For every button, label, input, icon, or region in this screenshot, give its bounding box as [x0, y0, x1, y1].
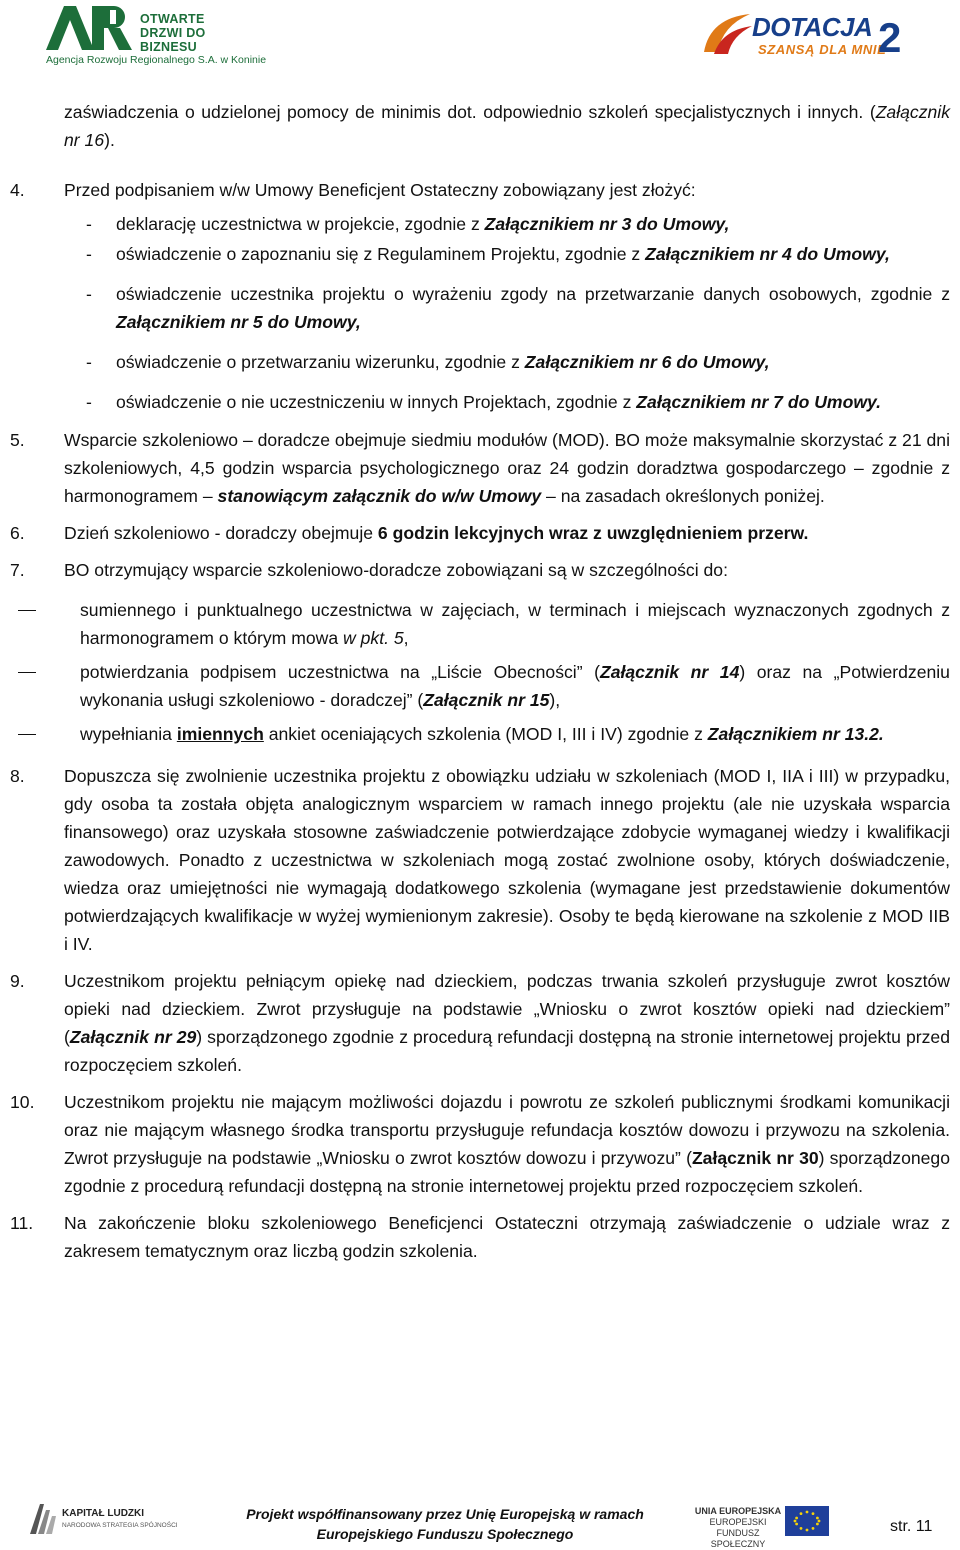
section-number: 4.: [10, 180, 25, 200]
kapital-ludzki-logo-icon: [30, 1500, 56, 1534]
list-item: - oświadczenie uczestnika projektu o wyrażeniu zgody na przetwarzanie danych osobowych, zgodnie z Załącznikiem nr 5 do Umowy,: [86, 284, 950, 332]
dotacja-number: 2: [878, 14, 902, 61]
section-number: 9.: [10, 971, 25, 991]
cofinancing-note: Projekt współfinansowany przez Unię Europejską w ramach Europejskiego Funduszu Społecznego: [246, 1506, 644, 1542]
arr-logo: [46, 6, 286, 70]
kapital-ludzki-subtitle: NARODOWA STRATEGIA SPÓJNOŚCI: [62, 1522, 178, 1529]
section-number: 11.: [10, 1213, 34, 1233]
section-number: 6.: [10, 523, 25, 543]
section-11: 11. Na zakończenie bloku szkoleniowego Beneficjenci Ostateczni otrzymają zaświadczenie o udziale wraz z zakresem tematycznym oraz liczbą godzin szkolenia.: [64, 1209, 950, 1265]
section-9: 9. Uczestnikom projektu pełniącym opiekę nad dzieckiem, podczas trwania szkoleń przysługuje zwrot kosztów opieki nad dzieckiem. Zwrot przysługuje na podstawie „Wniosku o zwrot kosztów opieki nad dzieckiem” (Załącznik nr 29) sporządzonego zgodnie z procedurą refundacji dostępną na stronie internetowej projektu przed rozpoczęciem szkoleń.: [64, 967, 950, 1079]
list-item: - oświadczenie o nie uczestniczeniu w innych Projektach, zgodnie z Załącznikiem nr 7 do Umowy.: [86, 392, 882, 412]
page-footer: [0, 1490, 960, 1547]
page-number: str. 11: [890, 1518, 933, 1535]
section-6: 6. Dzień szkoleniowo - doradczy obejmuje 6 godzin lekcyjnych wraz z uwzględnieniem przerw.: [64, 519, 950, 547]
section-7: [10, 556, 950, 748]
list-item: - oświadczenie o przetwarzaniu wizerunku, zgodnie z Załącznikiem nr 6 do Umowy,: [86, 352, 770, 372]
section-4-intro: Przed podpisaniem w/w Umowy Beneficjent Ostateczny zobowiązany jest złożyć:: [64, 180, 696, 200]
section-number: 7.: [10, 560, 25, 580]
dotacja-logo: [700, 2, 912, 66]
arr-tagline: OTWARTE DRZWI DO BIZNESU: [140, 12, 206, 54]
dash-bullet: [18, 734, 36, 735]
list-item: sumiennego i punktualnego uczestnictwa w zajęciach, w terminach i miejscach wyznaczonych zgodnych z harmonogramem o którym mowa w pkt. 5,: [64, 596, 950, 652]
list-item: wypełniania imiennych ankiet oceniających szkolenia (MOD I, III i IV) zgodnie z Załącznikiem nr 13.2.: [64, 720, 950, 748]
section-7-intro: BO otrzymujący wsparcie szkoleniowo-doradcze zobowiązani są w szczególności do:: [64, 560, 728, 580]
list-item: potwierdzania podpisem uczestnictwa na „Liście Obecności” (Załącznik nr 14) oraz na „Potwierdzeniu wykonania usługi szkoleniowo - doradczej” (Załącznik nr 15),: [64, 658, 950, 714]
section-number: 10.: [10, 1092, 35, 1112]
section-number: 8.: [10, 766, 25, 786]
kapital-ludzki-title: KAPITAŁ LUDZKI: [62, 1508, 145, 1519]
section-number: 5.: [10, 430, 25, 450]
continued-paragraph: zaświadczenia o udzielonej pomocy de minimis dot. odpowiednio szkoleń specjalistycznych i innych. (Załącznik nr 16).: [64, 102, 950, 150]
page-header: [0, 0, 960, 80]
arr-logo-icon: [46, 6, 132, 50]
section-4: [10, 176, 950, 416]
dotacja-subtitle: SZANSĄ DLA MNIE: [758, 42, 887, 57]
section-10: 10. Uczestnikom projektu nie mającym możliwości dojazdu i powrotu ze szkoleń publicznymi środkami komunikacji oraz nie mającym własnego środka transportu przysługuje refundacja kosztów dowozu i przywozu na szkolenia. Zwrot przysługuje na podstawie „Wniosku o zwrot kosztów dowozu i przywozu” (Załącznik nr 30) sporządzonego zgodnie z procedurą refundacji dostępną na stronie internetowej projektu przed rozpoczęciem szkoleń.: [64, 1088, 950, 1200]
list-item: - deklarację uczestnictwa w projekcie, zgodnie z Załącznikiem nr 3 do Umowy,: [86, 214, 730, 234]
arr-agency-name: Agencja Rozwoju Regionalnego S.A. w Koninie: [46, 54, 267, 66]
section-5: 5. Wsparcie szkoleniowo – doradcze obejmuje siedmiu modułów (MOD). BO może maksymalnie skorzystać z 21 dni szkoleniowych, 4,5 godzin wsparcia psychologicznego oraz 24 godzin doradztwa gospodarczego – zgodnie z harmonogramem – stanowiącym załącznik do w/w Umowy – na zasadach określonych poniżej.: [64, 426, 950, 510]
section-8: 8. Dopuszcza się zwolnienie uczestnika projektu z obowiązku udziału w szkoleniach (MOD I, IIA i III) w przypadku, gdy osoba ta została objęta analogicznym wsparciem w ramach innego projektu (ale nie uzyskała wsparcia finansowego) oraz uzyskała stosowne zaświadczenie potwierdzające zdobycie wymaganej wiedzy i kwalifikacji zawodowych. Ponadto z uczestnictwa w szkoleniach mogą zostać zwolnione osoby, których doświadczenie, wiedza oraz umiejętności nie wymagają dodatkowego szkolenia (wymagane jest przedstawienie dokumentów potwierdzających kwalifikacje w wyżej wymienionym zakresie). Osoby te będą kierowane na szkolenie z MOD IIB i IV.: [64, 762, 950, 958]
dash-bullet: [18, 610, 36, 611]
dash-bullet: [18, 672, 36, 673]
dotacja-title: DOTACJA: [752, 12, 873, 42]
list-item: - oświadczenie o zapoznaniu się z Regulaminem Projektu, zgodnie z Załącznikiem nr 4 do Umowy,: [86, 244, 890, 264]
dotacja-swoosh-icon: [700, 8, 756, 58]
document-body: [10, 98, 950, 1265]
eu-flag-icon: [785, 1506, 829, 1536]
eu-fund-label: UNIA EUROPEJSKA EUROPEJSKI FUNDUSZ SPOŁECZNY: [694, 1506, 782, 1549]
